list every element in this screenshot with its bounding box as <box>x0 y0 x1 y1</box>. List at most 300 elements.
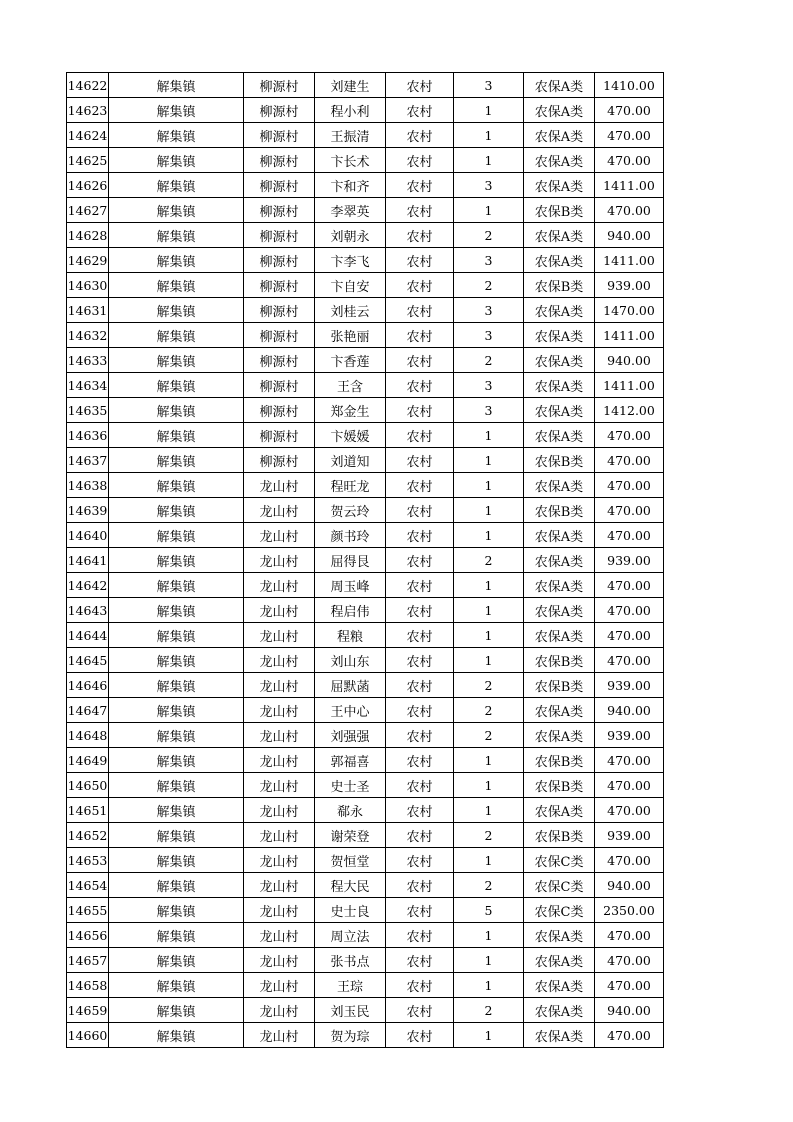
table-row <box>67 648 664 673</box>
cell-amount: 470.00 <box>595 448 664 473</box>
cell-name: 郑金生 <box>315 398 386 423</box>
cell-amount: 470.00 <box>595 423 664 448</box>
table-row <box>67 898 664 923</box>
cell-amount: 939.00 <box>595 548 664 573</box>
cell-category: 农保A类 <box>524 723 595 748</box>
cell-town: 解集镇 <box>109 523 244 548</box>
cell-id: 14654 <box>67 873 109 898</box>
cell-category: 农保A类 <box>524 698 595 723</box>
cell-town: 解集镇 <box>109 748 244 773</box>
cell-village: 龙山村 <box>244 473 315 498</box>
cell-count: 1 <box>454 948 524 973</box>
cell-town: 解集镇 <box>109 123 244 148</box>
cell-area: 农村 <box>386 98 454 123</box>
cell-area: 农村 <box>386 198 454 223</box>
cell-category: 农保B类 <box>524 748 595 773</box>
table-row <box>67 423 664 448</box>
cell-amount: 940.00 <box>595 873 664 898</box>
cell-area: 农村 <box>386 298 454 323</box>
cell-category: 农保A类 <box>524 923 595 948</box>
cell-name: 周立法 <box>315 923 386 948</box>
cell-category: 农保A类 <box>524 598 595 623</box>
table-row <box>67 173 664 198</box>
cell-id: 14656 <box>67 923 109 948</box>
table-row <box>67 973 664 998</box>
cell-count: 2 <box>454 698 524 723</box>
cell-name: 张书点 <box>315 948 386 973</box>
cell-town: 解集镇 <box>109 848 244 873</box>
cell-area: 农村 <box>386 698 454 723</box>
cell-id: 14643 <box>67 598 109 623</box>
table-row <box>67 673 664 698</box>
table-body <box>67 73 664 1048</box>
cell-count: 1 <box>454 498 524 523</box>
cell-area: 农村 <box>386 498 454 523</box>
cell-id: 14636 <box>67 423 109 448</box>
cell-town: 解集镇 <box>109 898 244 923</box>
cell-village: 柳源村 <box>244 298 315 323</box>
cell-count: 1 <box>454 448 524 473</box>
cell-name: 李翠英 <box>315 198 386 223</box>
cell-town: 解集镇 <box>109 773 244 798</box>
cell-count: 1 <box>454 473 524 498</box>
cell-village: 柳源村 <box>244 98 315 123</box>
cell-id: 14652 <box>67 823 109 848</box>
cell-id: 14637 <box>67 448 109 473</box>
cell-town: 解集镇 <box>109 473 244 498</box>
cell-id: 14629 <box>67 248 109 273</box>
cell-town: 解集镇 <box>109 148 244 173</box>
cell-town: 解集镇 <box>109 548 244 573</box>
cell-category: 农保A类 <box>524 298 595 323</box>
cell-category: 农保C类 <box>524 873 595 898</box>
cell-count: 2 <box>454 273 524 298</box>
cell-count: 1 <box>454 773 524 798</box>
cell-category: 农保A类 <box>524 398 595 423</box>
cell-category: 农保A类 <box>524 798 595 823</box>
cell-count: 5 <box>454 898 524 923</box>
cell-town: 解集镇 <box>109 448 244 473</box>
cell-count: 3 <box>454 298 524 323</box>
cell-area: 农村 <box>386 898 454 923</box>
cell-town: 解集镇 <box>109 1023 244 1048</box>
cell-count: 2 <box>454 998 524 1023</box>
cell-village: 龙山村 <box>244 548 315 573</box>
table-row <box>67 98 664 123</box>
cell-area: 农村 <box>386 648 454 673</box>
cell-category: 农保A类 <box>524 348 595 373</box>
cell-town: 解集镇 <box>109 923 244 948</box>
cell-count: 1 <box>454 798 524 823</box>
cell-count: 1 <box>454 1023 524 1048</box>
cell-name: 贺为琮 <box>315 1023 386 1048</box>
cell-town: 解集镇 <box>109 873 244 898</box>
cell-category: 农保A类 <box>524 423 595 448</box>
cell-area: 农村 <box>386 548 454 573</box>
cell-name: 卞自安 <box>315 273 386 298</box>
cell-count: 1 <box>454 598 524 623</box>
cell-count: 3 <box>454 173 524 198</box>
cell-name: 史士圣 <box>315 773 386 798</box>
cell-town: 解集镇 <box>109 623 244 648</box>
cell-id: 14655 <box>67 898 109 923</box>
cell-name: 卞长术 <box>315 148 386 173</box>
cell-id: 14657 <box>67 948 109 973</box>
cell-count: 1 <box>454 623 524 648</box>
cell-id: 14638 <box>67 473 109 498</box>
table-row <box>67 373 664 398</box>
cell-area: 农村 <box>386 948 454 973</box>
cell-area: 农村 <box>386 823 454 848</box>
cell-town: 解集镇 <box>109 223 244 248</box>
cell-count: 1 <box>454 98 524 123</box>
cell-name: 贺云玲 <box>315 498 386 523</box>
cell-count: 2 <box>454 823 524 848</box>
table-row <box>67 1023 664 1048</box>
cell-name: 屈得艮 <box>315 548 386 573</box>
cell-id: 14649 <box>67 748 109 773</box>
cell-count: 1 <box>454 648 524 673</box>
cell-village: 龙山村 <box>244 523 315 548</box>
cell-category: 农保B类 <box>524 673 595 698</box>
cell-town: 解集镇 <box>109 798 244 823</box>
cell-town: 解集镇 <box>109 398 244 423</box>
cell-id: 14630 <box>67 273 109 298</box>
cell-area: 农村 <box>386 323 454 348</box>
cell-amount: 940.00 <box>595 348 664 373</box>
cell-town: 解集镇 <box>109 173 244 198</box>
cell-village: 龙山村 <box>244 898 315 923</box>
cell-name: 郭福喜 <box>315 748 386 773</box>
cell-amount: 470.00 <box>595 848 664 873</box>
cell-village: 柳源村 <box>244 73 315 98</box>
cell-count: 1 <box>454 923 524 948</box>
cell-count: 1 <box>454 523 524 548</box>
cell-count: 2 <box>454 348 524 373</box>
cell-amount: 470.00 <box>595 623 664 648</box>
cell-id: 14635 <box>67 398 109 423</box>
cell-amount: 470.00 <box>595 198 664 223</box>
cell-amount: 939.00 <box>595 723 664 748</box>
cell-town: 解集镇 <box>109 823 244 848</box>
cell-town: 解集镇 <box>109 698 244 723</box>
cell-category: 农保A类 <box>524 123 595 148</box>
cell-id: 14626 <box>67 173 109 198</box>
cell-town: 解集镇 <box>109 498 244 523</box>
cell-name: 程粮 <box>315 623 386 648</box>
cell-town: 解集镇 <box>109 198 244 223</box>
cell-name: 程小利 <box>315 98 386 123</box>
cell-town: 解集镇 <box>109 323 244 348</box>
cell-town: 解集镇 <box>109 373 244 398</box>
cell-area: 农村 <box>386 123 454 148</box>
table-row <box>67 498 664 523</box>
cell-count: 3 <box>454 398 524 423</box>
cell-count: 2 <box>454 723 524 748</box>
cell-area: 农村 <box>386 223 454 248</box>
cell-village: 龙山村 <box>244 648 315 673</box>
table-row <box>67 73 664 98</box>
cell-name: 刘道知 <box>315 448 386 473</box>
cell-village: 龙山村 <box>244 973 315 998</box>
cell-village: 龙山村 <box>244 798 315 823</box>
table-row <box>67 848 664 873</box>
cell-amount: 1411.00 <box>595 323 664 348</box>
cell-amount: 470.00 <box>595 498 664 523</box>
cell-village: 龙山村 <box>244 873 315 898</box>
cell-town: 解集镇 <box>109 723 244 748</box>
cell-name: 贺恒堂 <box>315 848 386 873</box>
cell-id: 14660 <box>67 1023 109 1048</box>
cell-village: 柳源村 <box>244 148 315 173</box>
table-row <box>67 123 664 148</box>
cell-area: 农村 <box>386 373 454 398</box>
cell-area: 农村 <box>386 923 454 948</box>
cell-count: 3 <box>454 73 524 98</box>
cell-name: 程大民 <box>315 873 386 898</box>
cell-category: 农保A类 <box>524 248 595 273</box>
cell-village: 柳源村 <box>244 198 315 223</box>
cell-amount: 940.00 <box>595 698 664 723</box>
cell-category: 农保B类 <box>524 273 595 298</box>
cell-village: 龙山村 <box>244 948 315 973</box>
cell-category: 农保A类 <box>524 373 595 398</box>
cell-category: 农保A类 <box>524 223 595 248</box>
cell-name: 谢荣登 <box>315 823 386 848</box>
cell-count: 1 <box>454 973 524 998</box>
cell-amount: 470.00 <box>595 523 664 548</box>
table-row <box>67 348 664 373</box>
cell-amount: 470.00 <box>595 748 664 773</box>
cell-amount: 1411.00 <box>595 173 664 198</box>
table-row <box>67 198 664 223</box>
table-row <box>67 273 664 298</box>
cell-count: 1 <box>454 198 524 223</box>
cell-count: 1 <box>454 123 524 148</box>
cell-count: 2 <box>454 673 524 698</box>
cell-name: 周玉峰 <box>315 573 386 598</box>
cell-name: 卞李飞 <box>315 248 386 273</box>
cell-amount: 939.00 <box>595 673 664 698</box>
cell-town: 解集镇 <box>109 998 244 1023</box>
cell-village: 龙山村 <box>244 673 315 698</box>
cell-village: 柳源村 <box>244 323 315 348</box>
cell-category: 农保A类 <box>524 173 595 198</box>
cell-amount: 470.00 <box>595 123 664 148</box>
cell-name: 屈默菡 <box>315 673 386 698</box>
cell-category: 农保A类 <box>524 548 595 573</box>
cell-amount: 470.00 <box>595 648 664 673</box>
cell-count: 1 <box>454 848 524 873</box>
cell-name: 郗永 <box>315 798 386 823</box>
cell-area: 农村 <box>386 398 454 423</box>
cell-id: 14648 <box>67 723 109 748</box>
cell-area: 农村 <box>386 673 454 698</box>
cell-amount: 1412.00 <box>595 398 664 423</box>
cell-town: 解集镇 <box>109 298 244 323</box>
cell-amount: 939.00 <box>595 823 664 848</box>
cell-name: 王琮 <box>315 973 386 998</box>
cell-area: 农村 <box>386 723 454 748</box>
cell-category: 农保A类 <box>524 998 595 1023</box>
cell-count: 2 <box>454 548 524 573</box>
cell-amount: 1470.00 <box>595 298 664 323</box>
cell-category: 农保C类 <box>524 848 595 873</box>
cell-amount: 470.00 <box>595 573 664 598</box>
cell-name: 卞香莲 <box>315 348 386 373</box>
cell-area: 农村 <box>386 523 454 548</box>
cell-town: 解集镇 <box>109 973 244 998</box>
cell-town: 解集镇 <box>109 348 244 373</box>
cell-id: 14633 <box>67 348 109 373</box>
cell-village: 柳源村 <box>244 273 315 298</box>
cell-id: 14644 <box>67 623 109 648</box>
cell-town: 解集镇 <box>109 98 244 123</box>
cell-town: 解集镇 <box>109 598 244 623</box>
table-row <box>67 523 664 548</box>
cell-id: 14625 <box>67 148 109 173</box>
cell-category: 农保A类 <box>524 473 595 498</box>
cell-area: 农村 <box>386 623 454 648</box>
cell-village: 龙山村 <box>244 598 315 623</box>
cell-name: 颜书玲 <box>315 523 386 548</box>
table-row <box>67 323 664 348</box>
cell-village: 龙山村 <box>244 923 315 948</box>
cell-town: 解集镇 <box>109 273 244 298</box>
cell-village: 柳源村 <box>244 423 315 448</box>
cell-category: 农保A类 <box>524 973 595 998</box>
cell-id: 14628 <box>67 223 109 248</box>
table-row <box>67 248 664 273</box>
cell-amount: 470.00 <box>595 923 664 948</box>
cell-id: 14639 <box>67 498 109 523</box>
cell-amount: 939.00 <box>595 273 664 298</box>
cell-amount: 470.00 <box>595 473 664 498</box>
cell-amount: 470.00 <box>595 973 664 998</box>
cell-id: 14658 <box>67 973 109 998</box>
cell-area: 农村 <box>386 798 454 823</box>
cell-area: 农村 <box>386 998 454 1023</box>
cell-name: 卞媛媛 <box>315 423 386 448</box>
table-row <box>67 873 664 898</box>
cell-village: 柳源村 <box>244 348 315 373</box>
cell-category: 农保B类 <box>524 498 595 523</box>
cell-area: 农村 <box>386 148 454 173</box>
cell-area: 农村 <box>386 598 454 623</box>
cell-name: 卞和齐 <box>315 173 386 198</box>
data-table <box>66 72 664 1048</box>
cell-area: 农村 <box>386 773 454 798</box>
table-row <box>67 573 664 598</box>
cell-village: 龙山村 <box>244 848 315 873</box>
cell-amount: 1411.00 <box>595 248 664 273</box>
table-row <box>67 798 664 823</box>
table-row <box>67 748 664 773</box>
cell-name: 王含 <box>315 373 386 398</box>
cell-id: 14627 <box>67 198 109 223</box>
cell-village: 柳源村 <box>244 448 315 473</box>
cell-village: 龙山村 <box>244 573 315 598</box>
cell-id: 14634 <box>67 373 109 398</box>
table-row <box>67 473 664 498</box>
cell-count: 3 <box>454 248 524 273</box>
cell-count: 1 <box>454 423 524 448</box>
cell-id: 14632 <box>67 323 109 348</box>
cell-name: 刘玉民 <box>315 998 386 1023</box>
cell-count: 1 <box>454 573 524 598</box>
cell-name: 刘建生 <box>315 73 386 98</box>
table-row <box>67 398 664 423</box>
cell-id: 14641 <box>67 548 109 573</box>
table-row <box>67 448 664 473</box>
cell-village: 柳源村 <box>244 248 315 273</box>
table-row <box>67 148 664 173</box>
cell-category: 农保B类 <box>524 648 595 673</box>
cell-area: 农村 <box>386 873 454 898</box>
cell-town: 解集镇 <box>109 648 244 673</box>
cell-area: 农村 <box>386 348 454 373</box>
cell-area: 农村 <box>386 473 454 498</box>
cell-category: 农保A类 <box>524 1023 595 1048</box>
cell-village: 柳源村 <box>244 373 315 398</box>
cell-id: 14647 <box>67 698 109 723</box>
cell-name: 程启伟 <box>315 598 386 623</box>
table-row <box>67 723 664 748</box>
cell-amount: 1411.00 <box>595 373 664 398</box>
cell-count: 1 <box>454 148 524 173</box>
cell-category: 农保B类 <box>524 448 595 473</box>
cell-area: 农村 <box>386 973 454 998</box>
cell-amount: 940.00 <box>595 223 664 248</box>
cell-town: 解集镇 <box>109 73 244 98</box>
cell-amount: 470.00 <box>595 598 664 623</box>
cell-village: 龙山村 <box>244 498 315 523</box>
cell-village: 柳源村 <box>244 223 315 248</box>
cell-area: 农村 <box>386 848 454 873</box>
cell-id: 14622 <box>67 73 109 98</box>
cell-name: 刘桂云 <box>315 298 386 323</box>
cell-count: 1 <box>454 748 524 773</box>
cell-id: 14645 <box>67 648 109 673</box>
cell-area: 农村 <box>386 448 454 473</box>
table-row <box>67 548 664 573</box>
cell-name: 王中心 <box>315 698 386 723</box>
cell-amount: 470.00 <box>595 1023 664 1048</box>
cell-name: 张艳丽 <box>315 323 386 348</box>
cell-category: 农保A类 <box>524 148 595 173</box>
cell-id: 14646 <box>67 673 109 698</box>
cell-town: 解集镇 <box>109 673 244 698</box>
table-row <box>67 998 664 1023</box>
cell-count: 3 <box>454 373 524 398</box>
table-row <box>67 823 664 848</box>
cell-area: 农村 <box>386 273 454 298</box>
cell-town: 解集镇 <box>109 248 244 273</box>
cell-village: 柳源村 <box>244 123 315 148</box>
cell-village: 龙山村 <box>244 773 315 798</box>
cell-name: 刘朝永 <box>315 223 386 248</box>
cell-village: 柳源村 <box>244 398 315 423</box>
cell-id: 14650 <box>67 773 109 798</box>
cell-village: 龙山村 <box>244 748 315 773</box>
cell-village: 龙山村 <box>244 723 315 748</box>
cell-category: 农保C类 <box>524 898 595 923</box>
cell-id: 14640 <box>67 523 109 548</box>
cell-village: 龙山村 <box>244 823 315 848</box>
cell-amount: 2350.00 <box>595 898 664 923</box>
cell-town: 解集镇 <box>109 423 244 448</box>
cell-category: 农保A类 <box>524 523 595 548</box>
